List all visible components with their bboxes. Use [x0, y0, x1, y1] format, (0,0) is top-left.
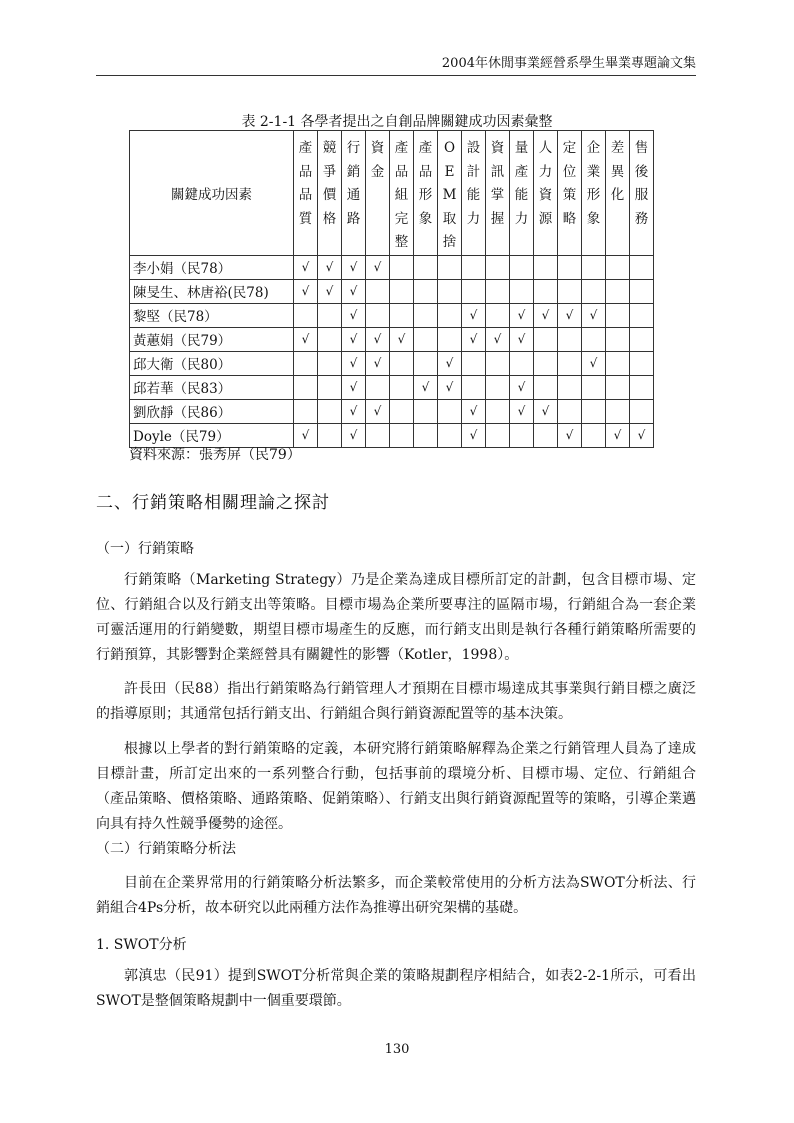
- column-header-label: 產品形象: [418, 140, 433, 227]
- author-cell: Doyle（民79）: [130, 423, 294, 447]
- table-row: [130, 399, 654, 423]
- column-header: [318, 131, 342, 256]
- check-cell: √: [582, 303, 606, 327]
- check-cell: √: [342, 423, 366, 447]
- check-cell: [438, 399, 462, 423]
- column-header: [462, 131, 486, 256]
- check-cell: √: [486, 327, 510, 351]
- check-cell: [390, 303, 414, 327]
- check-cell: [486, 375, 510, 399]
- check-cell: [366, 375, 390, 399]
- table-row: [130, 303, 654, 327]
- check-cell: √: [438, 351, 462, 375]
- check-cell: [606, 327, 630, 351]
- paragraph-4: 目前在企業界常用的行銷策略分析法繁多，而企業較常使用的分析方法為SWOT分析法、行銷組合4Ps分析，故本研究以此兩種方法作為推導出研究架構的基礎。: [96, 875, 696, 916]
- check-cell: √: [510, 399, 534, 423]
- check-cell: √: [462, 303, 486, 327]
- paragraph-1: 行銷策略（Marketing Strategy）乃是企業為達成目標所訂定的計劃，包含目標市場、定位、行銷組合以及行銷支出等策略。目標市場為企業所要專注的區隔市場，行銷組合為一套企業可靈活運用的行銷變數，期望目標市場產生的反應，而行銷支出則是執行各種行銷策略所需要的行銷預算，其影響對企業經營具有關鍵性的影響（Kotler，1998）。: [96, 572, 696, 663]
- check-cell: [558, 351, 582, 375]
- check-cell: [630, 351, 654, 375]
- table-row: [130, 351, 654, 375]
- check-cell: [294, 399, 318, 423]
- check-cell: [390, 351, 414, 375]
- check-cell: [534, 351, 558, 375]
- check-cell: √: [534, 303, 558, 327]
- author-cell: 邱大衛（民80）: [130, 351, 294, 375]
- check-cell: [534, 255, 558, 279]
- check-cell: [606, 279, 630, 303]
- check-cell: [318, 351, 342, 375]
- check-cell: √: [342, 375, 366, 399]
- column-header-label: 量產能力: [514, 140, 529, 227]
- check-cell: [534, 375, 558, 399]
- column-header-label: 人力資源: [538, 140, 553, 227]
- check-cell: [486, 399, 510, 423]
- column-header-label: 定位策略: [562, 140, 577, 227]
- check-cell: √: [534, 399, 558, 423]
- check-cell: [318, 399, 342, 423]
- check-cell: [486, 423, 510, 447]
- success-factors-table: [129, 130, 654, 448]
- column-header-label: 售後服務: [634, 140, 649, 227]
- column-header: [510, 131, 534, 256]
- check-cell: [438, 303, 462, 327]
- table-row: [130, 327, 654, 351]
- table-row: [130, 375, 654, 399]
- check-cell: √: [558, 303, 582, 327]
- check-cell: [534, 279, 558, 303]
- page-number: 130: [384, 1042, 410, 1057]
- check-cell: √: [558, 423, 582, 447]
- check-cell: [438, 327, 462, 351]
- check-cell: √: [342, 279, 366, 303]
- check-cell: [366, 279, 390, 303]
- check-cell: [606, 255, 630, 279]
- check-cell: [438, 423, 462, 447]
- check-cell: √: [366, 255, 390, 279]
- check-cell: √: [606, 423, 630, 447]
- check-cell: [606, 399, 630, 423]
- check-cell: √: [582, 351, 606, 375]
- check-cell: [630, 399, 654, 423]
- check-cell: [558, 279, 582, 303]
- column-header-label: 競爭價格: [322, 140, 337, 227]
- check-cell: [438, 279, 462, 303]
- check-cell: √: [510, 327, 534, 351]
- check-cell: [534, 327, 558, 351]
- column-header-label: 差異化: [610, 140, 625, 203]
- column-header-label: 產品組完整: [394, 140, 409, 250]
- check-cell: [630, 279, 654, 303]
- column-header: [630, 131, 654, 256]
- check-cell: [390, 279, 414, 303]
- check-cell: [390, 399, 414, 423]
- check-cell: [558, 327, 582, 351]
- check-cell: √: [294, 423, 318, 447]
- check-cell: √: [462, 327, 486, 351]
- check-cell: [486, 279, 510, 303]
- column-header: [414, 131, 438, 256]
- column-header: [366, 131, 390, 256]
- check-cell: [294, 375, 318, 399]
- check-cell: [606, 303, 630, 327]
- author-cell: 劉欣靜（民86）: [130, 399, 294, 423]
- check-cell: [558, 399, 582, 423]
- check-cell: [462, 375, 486, 399]
- check-cell: √: [462, 399, 486, 423]
- check-cell: √: [294, 327, 318, 351]
- check-cell: √: [342, 255, 366, 279]
- check-cell: √: [510, 303, 534, 327]
- check-cell: [606, 375, 630, 399]
- check-cell: [510, 279, 534, 303]
- check-cell: [318, 303, 342, 327]
- check-cell: [630, 303, 654, 327]
- check-cell: √: [342, 399, 366, 423]
- table-header-row: [130, 131, 654, 256]
- check-cell: √: [366, 399, 390, 423]
- subheading-analysis-method: （二）行銷策略分析法: [96, 841, 236, 857]
- check-cell: [510, 351, 534, 375]
- column-header-label: 企業形象: [586, 140, 601, 227]
- author-cell: 李小娟（民78）: [130, 255, 294, 279]
- check-cell: [414, 255, 438, 279]
- check-cell: [486, 303, 510, 327]
- check-cell: [318, 423, 342, 447]
- check-cell: [462, 255, 486, 279]
- item-swot: 1. SWOT分析: [96, 937, 187, 953]
- check-cell: √: [342, 303, 366, 327]
- check-cell: [414, 303, 438, 327]
- column-header-label: 設計能力: [466, 140, 481, 227]
- column-header-label: 產品品質: [298, 140, 313, 227]
- check-cell: [510, 255, 534, 279]
- check-cell: [414, 279, 438, 303]
- column-header-label: 資訊掌握: [490, 140, 505, 227]
- section-title: 二、行銷策略相關理論之探討: [96, 493, 330, 513]
- check-cell: [462, 351, 486, 375]
- author-cell: 邱若華（民83）: [130, 375, 294, 399]
- check-cell: √: [630, 423, 654, 447]
- column-header-label: 行銷通路: [346, 140, 361, 227]
- check-cell: [414, 423, 438, 447]
- check-cell: [414, 327, 438, 351]
- paragraph-5: 郭滇忠（民91）提到SWOT分析常與企業的策略規劃程序相結合，如表2-2-1所示，可看出SWOT是整個策略規劃中一個重要環節。: [96, 968, 696, 1009]
- check-cell: [630, 375, 654, 399]
- table-caption: 表 2-1-1 各學者提出之自創品牌關鍵成功因素彙整: [241, 114, 553, 130]
- check-cell: [294, 351, 318, 375]
- table-source: 資料來源：張秀屏（民79）: [129, 447, 301, 463]
- column-header: [390, 131, 414, 256]
- check-cell: [366, 303, 390, 327]
- column-header-label: OEM取捨: [442, 140, 457, 250]
- author-cell: 黎堅（民78）: [130, 303, 294, 327]
- column-header: [438, 131, 462, 256]
- check-cell: [390, 423, 414, 447]
- header-rule: [96, 75, 696, 76]
- author-cell: 陳旻生、林唐裕(民78): [130, 279, 294, 303]
- subheading-marketing-strategy: （一）行銷策略: [96, 541, 194, 557]
- check-cell: [558, 255, 582, 279]
- check-cell: [630, 327, 654, 351]
- column-header: [534, 131, 558, 256]
- column-header: [294, 131, 318, 256]
- check-cell: √: [390, 327, 414, 351]
- running-header: 2004年休閒事業經營系學生畢業專題論文集: [441, 56, 696, 71]
- table-body: [130, 255, 654, 447]
- column-header: [486, 131, 510, 256]
- check-cell: √: [366, 327, 390, 351]
- column-header: [606, 131, 630, 256]
- check-cell: √: [462, 423, 486, 447]
- check-cell: [510, 423, 534, 447]
- check-cell: √: [510, 375, 534, 399]
- table-corner-label: 關鍵成功因素: [130, 131, 294, 256]
- check-cell: √: [318, 279, 342, 303]
- check-cell: √: [342, 351, 366, 375]
- check-cell: [390, 375, 414, 399]
- table-row: [130, 279, 654, 303]
- paragraph-2: 許長田（民88）指出行銷策略為行銷管理人才預期在目標市場達成其事業與行銷目標之廣泛的指導原則；其通常包括行銷支出、行銷組合與行銷資源配置等的基本決策。: [96, 681, 696, 722]
- check-cell: [486, 351, 510, 375]
- check-cell: [582, 423, 606, 447]
- column-header: [558, 131, 582, 256]
- check-cell: [318, 327, 342, 351]
- check-cell: [318, 375, 342, 399]
- check-cell: [582, 327, 606, 351]
- author-cell: 黃蕙娟（民79）: [130, 327, 294, 351]
- check-cell: √: [318, 255, 342, 279]
- paragraph-3: 根據以上學者的對行銷策略的定義，本研究將行銷策略解釋為企業之行銷管理人員為了達成目標計畫，所訂定出來的一系列整合行動，包括事前的環境分析、目標市場、定位、行銷組合（產品策略、價格策略、通路策略、促銷策略）、行銷支出與行銷資源配置等的策略，引導企業邁向具有持久性競爭優勢的途徑。: [96, 741, 696, 832]
- column-header: [582, 131, 606, 256]
- check-cell: [582, 399, 606, 423]
- check-cell: [582, 375, 606, 399]
- check-cell: √: [414, 375, 438, 399]
- check-cell: √: [366, 351, 390, 375]
- check-cell: [294, 303, 318, 327]
- check-cell: √: [438, 375, 462, 399]
- check-cell: [582, 279, 606, 303]
- column-header-label: 資金: [370, 140, 385, 180]
- check-cell: [606, 351, 630, 375]
- check-cell: [366, 423, 390, 447]
- check-cell: [630, 255, 654, 279]
- table-row: [130, 255, 654, 279]
- check-cell: [414, 399, 438, 423]
- check-cell: [582, 255, 606, 279]
- check-cell: [462, 279, 486, 303]
- check-cell: [534, 423, 558, 447]
- check-cell: [486, 255, 510, 279]
- check-cell: [438, 255, 462, 279]
- column-header: [342, 131, 366, 256]
- check-cell: [558, 375, 582, 399]
- check-cell: √: [294, 279, 318, 303]
- check-cell: √: [294, 255, 318, 279]
- check-cell: √: [342, 327, 366, 351]
- check-cell: [414, 351, 438, 375]
- check-cell: [390, 255, 414, 279]
